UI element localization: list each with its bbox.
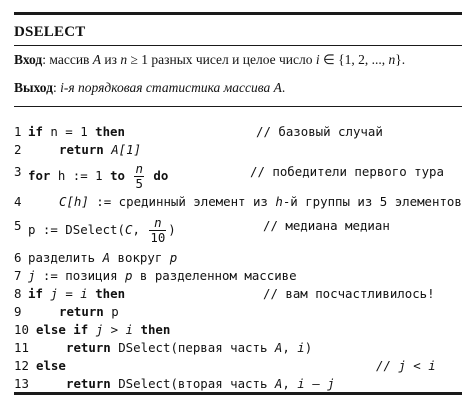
top-rule xyxy=(14,12,462,15)
input-var-n2: n xyxy=(388,52,396,67)
output-text-a: : xyxy=(52,80,61,95)
line-number: 12 xyxy=(14,358,29,373)
output-label: Выход xyxy=(14,80,53,95)
code-text: ) xyxy=(168,222,176,237)
fraction xyxy=(134,162,143,191)
code-text: p := DSelect( xyxy=(28,222,125,237)
code-var: i xyxy=(125,322,134,337)
input-var-i: i xyxy=(315,52,320,67)
code-line xyxy=(14,302,462,322)
output-text-b: . xyxy=(281,80,286,95)
fraction-denominator: 10 xyxy=(150,230,166,245)
code-line xyxy=(14,161,462,191)
keyword: for xyxy=(28,168,51,183)
code-var: j xyxy=(327,376,335,391)
title-rule xyxy=(14,45,462,46)
code-comment: // победители первого тура xyxy=(250,164,444,179)
keyword: then xyxy=(95,286,126,301)
code-line xyxy=(14,122,462,142)
line-number: 1 xyxy=(14,124,22,139)
input-text-e: }. xyxy=(395,52,406,67)
code-var: p xyxy=(169,250,178,265)
code-text: h := 1 xyxy=(50,168,111,183)
code-comment: // медиана медиан xyxy=(263,218,390,233)
line-number: 13 xyxy=(14,376,29,391)
code-var: C[h] xyxy=(59,194,89,209)
line-number: 3 xyxy=(14,164,22,179)
line-number: 8 xyxy=(14,286,22,301)
line-number: 11 xyxy=(14,340,29,355)
bottom-rule xyxy=(14,392,462,395)
code-text: = xyxy=(57,286,81,301)
code-text: p xyxy=(103,304,119,319)
code-text: A[1] xyxy=(103,142,142,157)
keyword: else if xyxy=(36,322,89,337)
header-rule xyxy=(14,106,462,107)
algorithm-box xyxy=(14,12,462,404)
input-text-d: ∈ {1, 2, ..., xyxy=(319,52,389,67)
keyword: to xyxy=(110,168,125,183)
code-var: p xyxy=(125,268,133,283)
code-var: A xyxy=(102,250,111,265)
input-var-a: A xyxy=(92,52,102,67)
code-var: j xyxy=(95,322,104,337)
keyword: return xyxy=(66,340,111,355)
code-var: j xyxy=(50,286,58,301)
code-line xyxy=(14,320,462,340)
fraction xyxy=(149,216,166,245)
output-var-a: A xyxy=(273,80,282,95)
code-line xyxy=(14,215,462,245)
keyword: do xyxy=(153,168,169,183)
keyword: else xyxy=(36,358,66,373)
line-number: 4 xyxy=(14,194,22,209)
fraction-numerator: n xyxy=(149,216,166,231)
code-comment: // вам посчастливилось! xyxy=(263,286,435,301)
code-text: , xyxy=(282,340,298,355)
code-line xyxy=(14,338,462,358)
code-line xyxy=(14,192,462,212)
code-comment: // базовый случай xyxy=(256,124,383,139)
keyword: return xyxy=(59,304,104,319)
code-text: , xyxy=(132,222,148,237)
fraction-numerator: n xyxy=(135,161,143,176)
line-number: 10 xyxy=(14,322,29,337)
code-comment: // j < i xyxy=(376,358,436,373)
code-line xyxy=(14,374,462,394)
code-text: DSelect(первая часть xyxy=(110,340,275,355)
code-var: h xyxy=(275,194,283,209)
keyword: then xyxy=(140,322,171,337)
code-text: > xyxy=(103,322,126,337)
input-text-b: из xyxy=(101,52,121,67)
line-number: 7 xyxy=(14,268,22,283)
code-text: DSelect(вторая часть xyxy=(110,376,275,391)
output-italic: i-я порядковая статистика массива xyxy=(60,80,274,95)
keyword: return xyxy=(59,142,104,157)
keyword: if xyxy=(28,124,43,139)
code-text: в разделенном массиве xyxy=(132,268,297,283)
code-text: – xyxy=(304,376,328,391)
line-number: 9 xyxy=(14,304,22,319)
line-number: 5 xyxy=(14,218,22,233)
code-line xyxy=(14,356,462,376)
keyword: if xyxy=(28,286,43,301)
code-var: i xyxy=(80,286,88,301)
code-line xyxy=(14,284,462,304)
code-var: i xyxy=(297,340,305,355)
input-text-a: : массив xyxy=(42,52,93,67)
code-text: := позиция xyxy=(35,268,125,283)
code-var: A xyxy=(274,340,283,355)
code-var: i xyxy=(297,376,305,391)
code-text: n = 1 xyxy=(42,124,96,139)
input-label: Вход xyxy=(14,52,43,67)
fraction-denominator: 5 xyxy=(135,176,143,191)
line-number: 6 xyxy=(14,250,22,265)
input-spec xyxy=(14,52,405,68)
algorithm-title: DSELECT xyxy=(14,24,86,40)
code-var: j xyxy=(28,268,36,283)
code-line xyxy=(14,248,462,268)
input-var-n: n xyxy=(120,52,128,67)
code-line xyxy=(14,140,462,160)
code-var: A xyxy=(274,376,283,391)
code-var: C xyxy=(124,222,133,237)
keyword: then xyxy=(95,124,125,139)
code-text: разделить xyxy=(28,250,103,265)
code-text: ) xyxy=(304,340,313,355)
code-text: -й группы из 5 элементов xyxy=(282,194,462,209)
code-text: вокруг xyxy=(110,250,170,265)
input-text-c: ≥ 1 разных чисел и целое число xyxy=(127,52,316,67)
output-spec xyxy=(14,80,285,96)
code-text: := срединный элемент из xyxy=(88,194,276,209)
keyword: return xyxy=(66,376,111,391)
line-number: 2 xyxy=(14,142,22,157)
code-line xyxy=(14,266,462,286)
code-text: , xyxy=(282,376,298,391)
